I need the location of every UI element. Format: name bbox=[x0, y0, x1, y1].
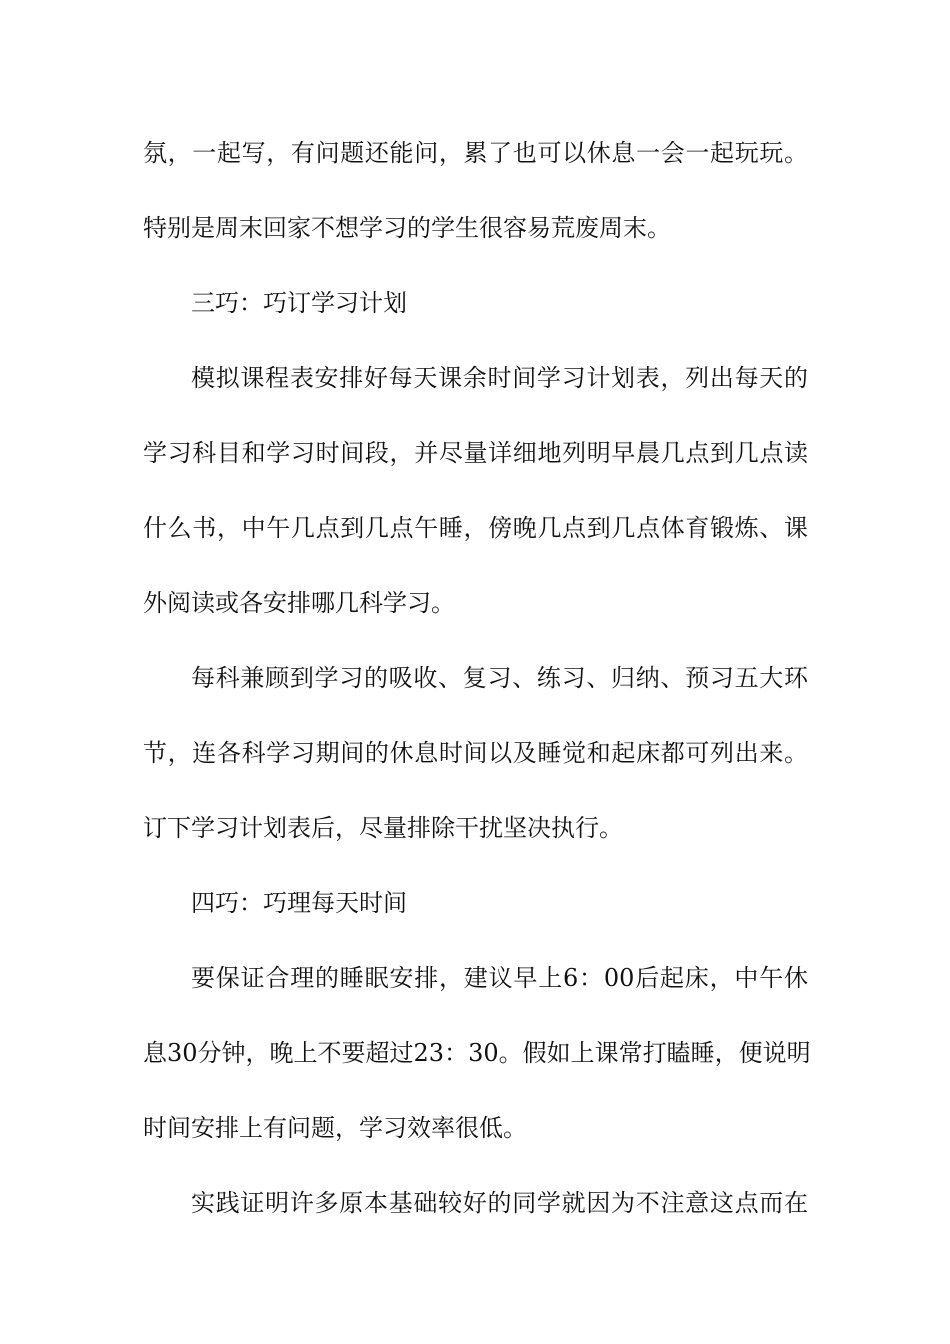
paragraph-line: 节，连各科学习期间的休息时间以及睡觉和起床都可列出来。 bbox=[143, 739, 808, 767]
paragraph-line: 每科兼顾到学习的吸收、复习、练习、归纳、预习五大环 bbox=[191, 664, 808, 692]
paragraph-line: 实践证明许多原本基础较好的同学就因为不注意这点而在 bbox=[191, 1189, 808, 1217]
paragraph-line: 氛，一起写，有问题还能问，累了也可以休息一会一起玩玩。 bbox=[143, 139, 808, 167]
paragraph-line: 特别是周末回家不想学习的学生很容易荒废周末。 bbox=[143, 214, 671, 242]
paragraph-line: 模拟课程表安排好每天课余时间学习计划表，列出每天的 bbox=[191, 364, 808, 392]
paragraph-line: 要保证合理的睡眠安排，建议早上6：00后起床，中午休 bbox=[191, 964, 808, 992]
paragraph-line: 订下学习计划表后，尽量排除干扰坚决执行。 bbox=[143, 814, 623, 842]
paragraph-line: 外阅读或各安排哪几科学习。 bbox=[143, 589, 455, 617]
section-heading: 四巧：巧理每天时间 bbox=[191, 889, 407, 917]
paragraph-line: 什么书，中午几点到几点午睡，傍晚几点到几点体育锻炼、课 bbox=[143, 514, 808, 542]
paragraph-line: 息30分钟，晚上不要超过23：30。假如上课常打瞌睡，便说明 bbox=[143, 1039, 811, 1067]
section-heading: 三巧：巧订学习计划 bbox=[191, 289, 407, 317]
paragraph-line: 学习科目和学习时间段，并尽量详细地列明早晨几点到几点读 bbox=[143, 439, 808, 467]
paragraph-line: 时间安排上有问题，学习效率很低。 bbox=[143, 1114, 527, 1142]
document-body bbox=[143, 128, 811, 1253]
